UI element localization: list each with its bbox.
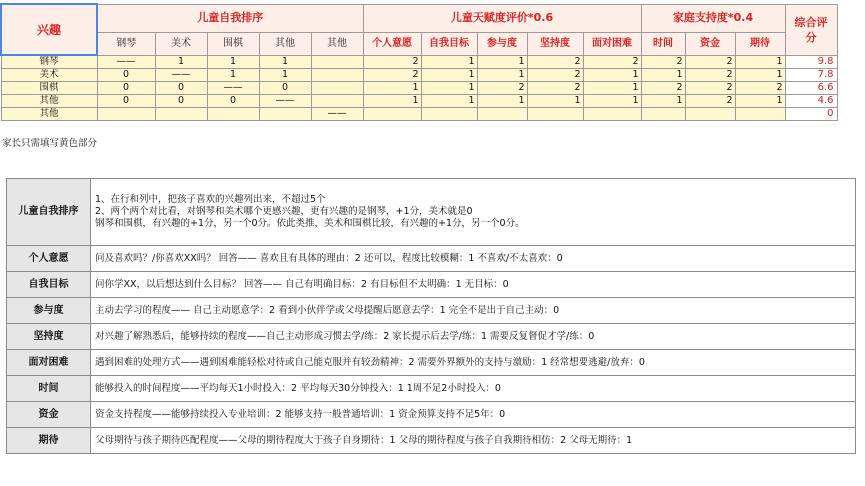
- guide-text-line: 钢琴和围棋，有兴趣的+1分，另一个0分。依此类推，美术和围棋比较，有兴趣的+1分，另一个0分。: [95, 218, 525, 229]
- self-rank-cell[interactable]: ——: [207, 82, 259, 95]
- talent-score-cell[interactable]: 2: [363, 69, 421, 82]
- guide-row-label[interactable]: 时间: [7, 376, 91, 402]
- guide-row-label[interactable]: 儿童自我排序: [7, 179, 91, 246]
- guide-row-label[interactable]: 参与度: [7, 298, 91, 324]
- self-rank-cell[interactable]: ——: [259, 95, 311, 108]
- talent-score-cell[interactable]: 1: [477, 55, 527, 69]
- self-rank-cell[interactable]: 1: [207, 69, 259, 82]
- guide-row-label[interactable]: 自我目标: [7, 272, 91, 298]
- family-score-cell[interactable]: 1: [641, 69, 685, 82]
- talent-score-cell[interactable]: 1: [527, 95, 583, 108]
- family-col-header[interactable]: 时间: [641, 32, 685, 55]
- guide-row: [7, 402, 856, 428]
- guide-text-line: 遇到困难的处理方式——遇到困难能轻松对待或自己能克服并有较劲精神：2 需要外界额外的支持与激励：1 经常想要逃避/放弃：0: [95, 356, 645, 368]
- family-score-cell[interactable]: 1: [735, 55, 785, 69]
- self-rank-cell[interactable]: 1: [259, 69, 311, 82]
- talent-col-header[interactable]: 参与度: [477, 32, 527, 55]
- talent-col-header[interactable]: 坚持度: [527, 32, 583, 55]
- guide-row: [7, 246, 856, 272]
- guide-row: [7, 324, 856, 350]
- family-score-cell[interactable]: 2: [735, 82, 785, 95]
- self-rank-cell[interactable]: 0: [97, 82, 155, 95]
- talent-score-cell[interactable]: 1: [363, 82, 421, 95]
- score-table: [0, 3, 838, 121]
- talent-score-cell[interactable]: 1: [583, 82, 641, 95]
- self-rank-cell[interactable]: ——: [311, 108, 363, 121]
- self-rank-cell[interactable]: 0: [97, 69, 155, 82]
- interest-row-label[interactable]: 钢琴: [1, 55, 97, 69]
- family-score-cell[interactable]: [685, 108, 735, 121]
- interest-row-label[interactable]: 围棋: [1, 82, 97, 95]
- family-score-cell[interactable]: 1: [735, 69, 785, 82]
- guide-row-label[interactable]: 坚持度: [7, 324, 91, 350]
- self-rank-col-header[interactable]: 其他: [311, 32, 363, 55]
- talent-group-header[interactable]: 儿童天赋度评价*0.6: [363, 4, 641, 32]
- talent-score-cell[interactable]: 1: [477, 69, 527, 82]
- talent-score-cell[interactable]: 1: [583, 69, 641, 82]
- guide-row-label[interactable]: 面对困难: [7, 350, 91, 376]
- guide-row-text[interactable]: [91, 298, 856, 324]
- talent-score-cell[interactable]: 2: [363, 55, 421, 69]
- interest-row-label[interactable]: 其他: [1, 108, 97, 121]
- score-row: [1, 95, 837, 108]
- talent-score-cell[interactable]: [421, 108, 477, 121]
- family-score-cell[interactable]: 1: [735, 95, 785, 108]
- guide-row-text[interactable]: [91, 324, 856, 350]
- family-score-cell[interactable]: [735, 108, 785, 121]
- talent-score-cell[interactable]: 2: [527, 55, 583, 69]
- talent-score-cell[interactable]: 1: [421, 95, 477, 108]
- guide-row-label[interactable]: 个人意愿: [7, 246, 91, 272]
- guide-row-text[interactable]: [91, 376, 856, 402]
- self-rank-cell[interactable]: 0: [155, 82, 207, 95]
- self-rank-cell[interactable]: [311, 82, 363, 95]
- family-score-cell[interactable]: 2: [685, 55, 735, 69]
- self-rank-col-header[interactable]: 其他: [259, 32, 311, 55]
- talent-col-header[interactable]: 个人意愿: [363, 32, 421, 55]
- instruction-note: 家长只需填写黄色部分: [2, 138, 98, 149]
- talent-score-cell[interactable]: [583, 108, 641, 121]
- guide-row-label[interactable]: 资金: [7, 402, 91, 428]
- talent-score-cell[interactable]: 1: [421, 82, 477, 95]
- self-rank-cell[interactable]: 0: [97, 95, 155, 108]
- self-rank-cell[interactable]: [155, 108, 207, 121]
- talent-score-cell[interactable]: 1: [363, 95, 421, 108]
- guide-row: [7, 179, 856, 246]
- total-score-cell[interactable]: 6.6: [785, 82, 837, 95]
- family-col-header[interactable]: 期待: [735, 32, 785, 55]
- guide-row: [7, 272, 856, 298]
- family-score-cell[interactable]: 2: [685, 69, 735, 82]
- self-rank-cell[interactable]: [207, 108, 259, 121]
- guide-row-text[interactable]: [91, 179, 856, 246]
- talent-score-cell[interactable]: 1: [421, 55, 477, 69]
- talent-score-cell[interactable]: 1: [421, 69, 477, 82]
- talent-score-cell[interactable]: 1: [583, 95, 641, 108]
- guide-text-line: 对兴趣了解熟悉后，能够持续的程度——自己主动形成习惯去学/练：2 家长提示后去学/练：1 需要反复督促才学/练：0: [95, 330, 595, 342]
- self-rank-cell[interactable]: [97, 108, 155, 121]
- family-score-cell[interactable]: 2: [641, 55, 685, 69]
- guide-row-label[interactable]: 期待: [7, 428, 91, 454]
- guide-row-text[interactable]: [91, 272, 856, 298]
- guide-row-text[interactable]: [91, 402, 856, 428]
- talent-score-cell[interactable]: [363, 108, 421, 121]
- interest-row-label[interactable]: 美术: [1, 69, 97, 82]
- self-rank-cell[interactable]: 1: [259, 55, 311, 69]
- self-rank-col-header[interactable]: 美术: [155, 32, 207, 55]
- talent-col-header[interactable]: 自我目标: [421, 32, 477, 55]
- self-rank-cell[interactable]: ——: [155, 69, 207, 82]
- total-score-cell[interactable]: 7.8: [785, 69, 837, 82]
- talent-score-cell[interactable]: [477, 108, 527, 121]
- guide-row-text[interactable]: [91, 350, 856, 376]
- guide-row: [7, 428, 856, 454]
- guide-text-line: 问及喜欢吗？/你喜欢XX吗？ 回答—— 喜欢且有具体的理由：2 还可以，程度比较模糊：1 不喜欢/不太喜欢：0: [95, 252, 563, 264]
- score-row: [1, 82, 837, 95]
- self-rank-cell[interactable]: [259, 108, 311, 121]
- score-table-body: [1, 55, 837, 121]
- self-rank-cell[interactable]: 0: [207, 95, 259, 108]
- guide-text-line: 1、在行和列中，把孩子喜欢的兴趣列出来，不超过5个: [95, 194, 326, 205]
- score-row: [1, 108, 837, 121]
- self-rank-group-header[interactable]: 儿童自我排序: [97, 4, 363, 32]
- score-row: [1, 69, 837, 82]
- total-score-cell[interactable]: 4.6: [785, 95, 837, 108]
- self-rank-col-header[interactable]: 钢琴: [97, 32, 155, 55]
- total-score-cell[interactable]: 9.8: [785, 55, 837, 69]
- talent-score-cell[interactable]: 2: [583, 55, 641, 69]
- guide-row: [7, 350, 856, 376]
- talent-score-cell[interactable]: [527, 108, 583, 121]
- family-score-cell[interactable]: [641, 108, 685, 121]
- guide-row-text[interactable]: [91, 428, 856, 454]
- guide-table-body: [7, 179, 856, 454]
- interest-row-label[interactable]: 其他: [1, 95, 97, 108]
- self-rank-cell[interactable]: 0: [259, 82, 311, 95]
- family-score-cell[interactable]: 2: [685, 95, 735, 108]
- talent-score-cell[interactable]: 2: [527, 82, 583, 95]
- guide-table: [6, 178, 856, 454]
- guide-row: [7, 376, 856, 402]
- family-score-cell[interactable]: 2: [641, 82, 685, 95]
- family-score-cell[interactable]: 1: [641, 95, 685, 108]
- self-rank-cell[interactable]: 1: [155, 55, 207, 69]
- self-rank-cell[interactable]: 1: [207, 55, 259, 69]
- total-score-cell[interactable]: 0: [785, 108, 837, 121]
- score-row: [1, 55, 837, 69]
- guide-row: [7, 298, 856, 324]
- family-score-cell[interactable]: 2: [685, 82, 735, 95]
- self-rank-cell[interactable]: ——: [97, 55, 155, 69]
- family-col-header[interactable]: 资金: [685, 32, 735, 55]
- talent-col-header[interactable]: 面对困难: [583, 32, 641, 55]
- guide-text-line: 问你学XX，以后想达到什么目标？ 回答—— 自己有明确目标：2 有目标但不太明确：1 无目标：0: [95, 278, 509, 290]
- interest-header-cell[interactable]: 兴趣: [1, 4, 97, 55]
- family-group-header[interactable]: 家庭支持度*0.4: [641, 4, 785, 32]
- self-rank-cell[interactable]: [311, 55, 363, 69]
- self-rank-cell[interactable]: [311, 69, 363, 82]
- talent-score-cell[interactable]: 2: [527, 69, 583, 82]
- talent-score-cell[interactable]: 1: [477, 95, 527, 108]
- total-score-header[interactable]: [785, 4, 837, 55]
- guide-text-line: 能够投入的时间程度——平均每天1小时投入：2 平均每天30分钟投入：1 1周不足2小时投入：0: [95, 382, 501, 394]
- guide-text-line: 父母期待与孩子期待匹配程度——父母的期待程度大于孩子自身期待：1 父母的期待程度与孩子自我期待相仿：2 父母无期待：1: [95, 434, 633, 446]
- self-rank-cell[interactable]: 0: [155, 95, 207, 108]
- talent-score-cell[interactable]: 2: [477, 82, 527, 95]
- self-rank-col-header[interactable]: 围棋: [207, 32, 259, 55]
- guide-text-line: 2、两个两个对比看，对钢琴和美术哪个更感兴趣，更有兴趣的是钢琴，+1分，美术就是0: [95, 206, 473, 217]
- guide-text-line: 主动去学习的程度—— 自己主动愿意学：2 看到小伙伴学或父母提醒后愿意去学：1 完全不是出于自己主动：0: [95, 304, 560, 316]
- guide-row-text[interactable]: [91, 246, 856, 272]
- self-rank-cell[interactable]: [311, 95, 363, 108]
- total-score-header-label: 综合评分: [794, 15, 828, 44]
- guide-text-line: 资金支持程度——能够持续投入专业培训：2 能够支持一般普通培训：1 资金预算支持不足5年：0: [95, 408, 506, 420]
